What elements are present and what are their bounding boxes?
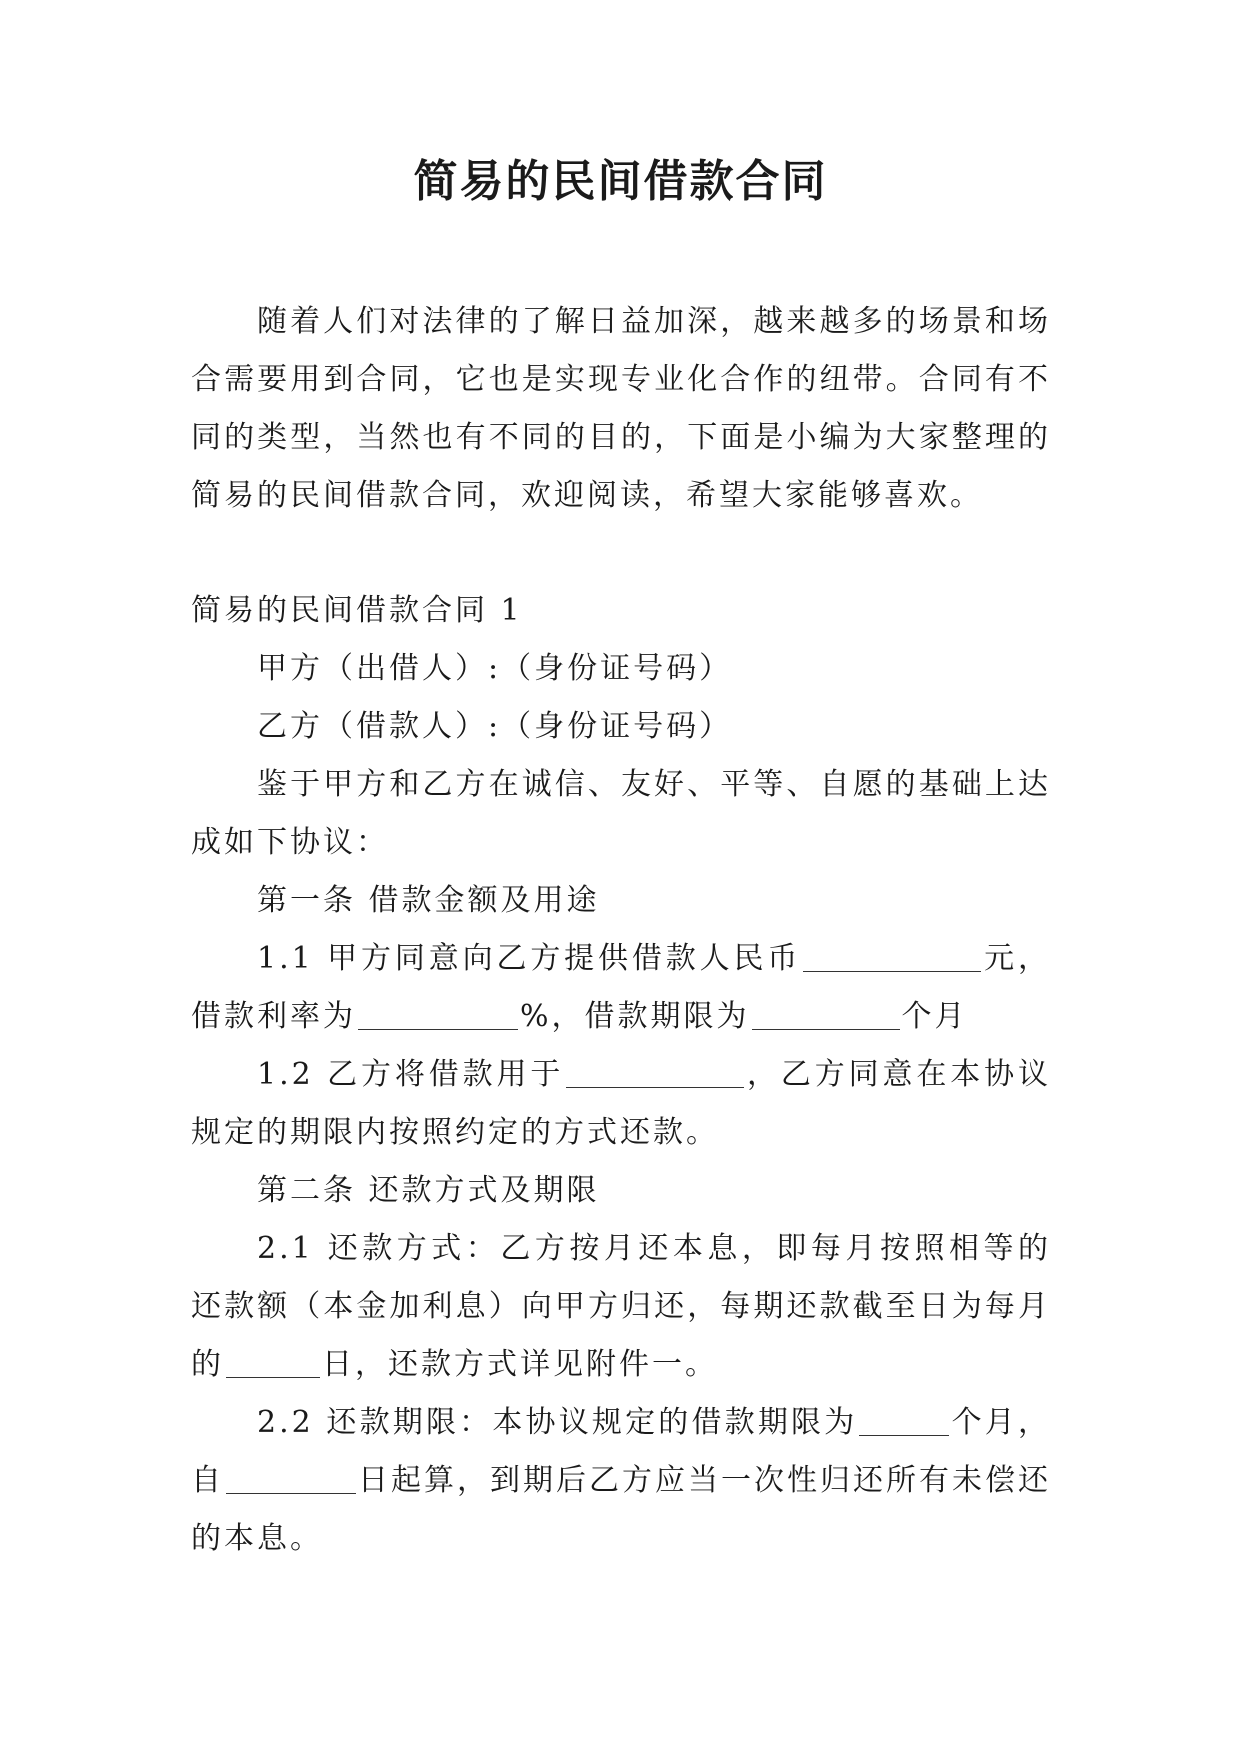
section-heading: 简易的民间借款合同 1: [191, 593, 523, 628]
clause-2-1-text-a: 2.1 还款方式：乙方按月还本息，即每月按照相等的还款额（本金加利息）向甲方归还，每期还款截至日为每月的: [191, 1231, 1051, 1382]
clause-2-1-text-b: 日，还款方式详见附件一。: [322, 1347, 718, 1382]
term-months-blank: [752, 999, 900, 1030]
document-title: 简易的民间借款合同: [413, 156, 828, 207]
clause-1-1-text-c: %，借款期限为: [520, 999, 750, 1034]
intro-section: [191, 293, 1051, 525]
clause-1-1-text-b: 元，借款利率为: [191, 941, 1052, 1034]
clause-1-2-text-a: 1.2 乙方将借款用于: [257, 1057, 565, 1092]
clause-2-2-text-b: 个月，自: [191, 1405, 1051, 1498]
term-months-blank-2: [859, 1405, 949, 1436]
article-2-title: 第二条 还款方式及期限: [257, 1173, 600, 1208]
due-day-blank: [226, 1347, 320, 1378]
clause-1-2-text-b: ，乙方同意在本协议规定的期限内按照约定的方式还款。: [191, 1057, 1051, 1150]
contract-section: [191, 582, 1051, 1568]
article-1-title: 第一条 借款金额及用途: [257, 883, 600, 918]
preamble-paragraph: 鉴于甲方和乙方在诚信、友好、平等、自愿的基础上达成如下协议：: [191, 767, 1051, 860]
clause-1-1: [191, 930, 1051, 1046]
amount-blank: [803, 941, 981, 972]
start-date-blank: [226, 1463, 356, 1494]
clause-2-2-text-c: 日起算，到期后乙方应当一次性归还所有未偿还的本息。: [191, 1463, 1051, 1556]
clause-2-1: [191, 1220, 1051, 1394]
clause-1-1-text-a: 1.1 甲方同意向乙方提供借款人民币: [257, 941, 802, 976]
clause-2-2-text-a: 2.2 还款期限：本协议规定的借款期限为: [257, 1405, 858, 1440]
intro-paragraph: 随着人们对法律的了解日益加深，越来越多的场景和场合需要用到合同，它也是实现专业化合作的纽带。合同有不同的类型，当然也有不同的目的，下面是小编为大家整理的简易的民间借款合同，欢迎阅读，希望大家能够喜欢。: [191, 304, 1051, 513]
clause-1-2: [191, 1046, 1051, 1162]
clause-2-2: [191, 1394, 1051, 1568]
loan-purpose-blank: [566, 1057, 744, 1088]
party-a-line: 甲方（出借人）:（身份证号码）: [257, 651, 733, 686]
interest-rate-blank: [358, 999, 518, 1030]
party-b-line: 乙方（借款人）:（身份证号码）: [257, 709, 733, 744]
clause-1-1-text-d: 个月: [901, 999, 968, 1034]
